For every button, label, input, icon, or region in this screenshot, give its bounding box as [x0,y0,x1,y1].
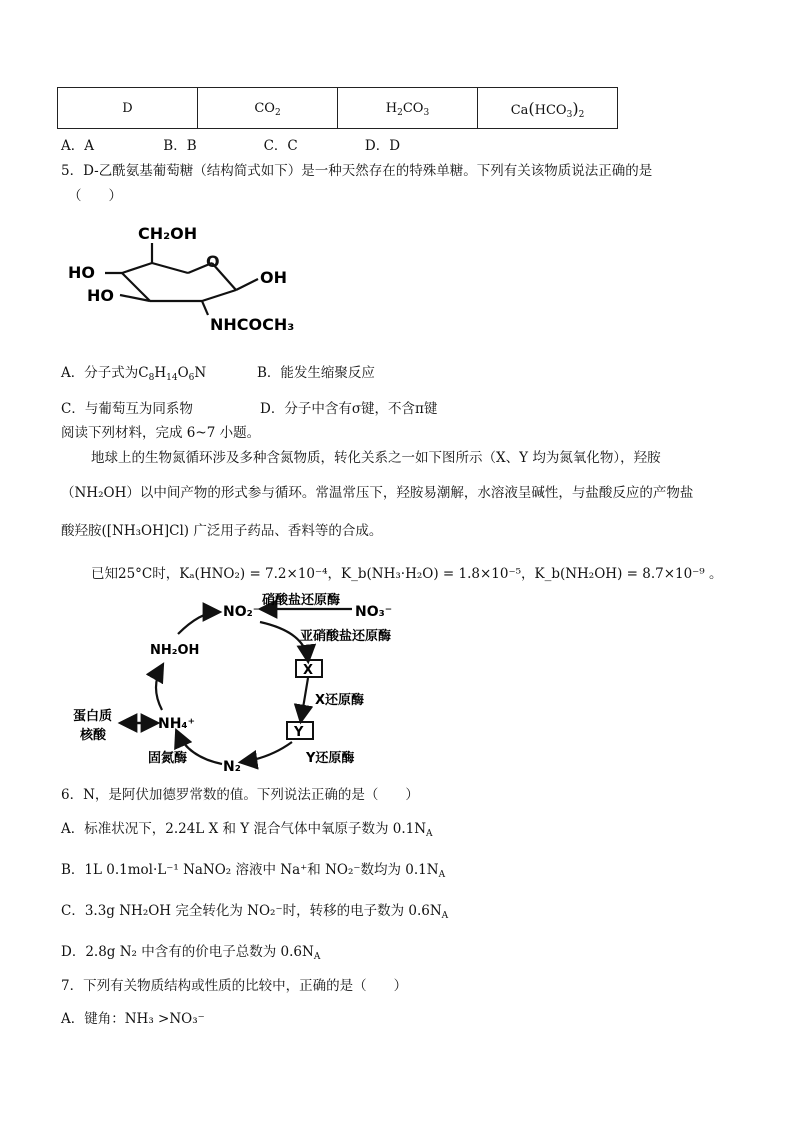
q6-option-c-text: C．3.3g NH₂OH 完全转化为 NO₂⁻时，转移的电子数为 0.6N [61,903,442,919]
q5-stem: 5．D-乙酰氨基葡萄糖（结构简式如下）是一种天然存在的特殊单糖。下列有关该物质说法正确的是 [61,163,653,179]
reading-para2: （NH₂OH）以中间产物的形式参与循环。常温常压下，羟胺易潮解，水溶液呈碱性，与盐酸反应的产物盐 [61,485,694,501]
q7-option-a: A．键角：NH₃ >NO₃⁻ [61,1011,205,1027]
q6-option-d: D．2.8g N₂ 中含有的价电子总数为 $0.6N_A$ [61,944,321,962]
q4-options [61,134,400,154]
cycle-label: NO₃⁻ [355,604,393,620]
q4-option: C．C [263,138,298,154]
cycle-label: NH₂OH [150,643,200,658]
q5-option-d: D．分子中含有σ键，不含π键 [260,401,438,417]
reading-intro: 阅读下列材料，完成 6~7 小题。 [61,425,261,441]
table-cell: $H_2CO_3$ [338,88,478,129]
q5-paren: （ ） [68,188,122,204]
structure-label: NHCOCH₃ [210,315,295,334]
cycle-label: Y [294,725,304,740]
cycle-label: X还原酶 [315,693,365,708]
cycle-label: 核酸 [80,728,107,743]
table-row [58,88,618,129]
cycle-label: 亚硝酸盐还原酶 [300,629,392,644]
ring-oxygen-label: O [206,252,220,271]
structure-label: HO [87,286,114,305]
q7-stem: 7．下列有关物质结构或性质的比较中，正确的是（ ） [61,978,408,994]
cycle-label: NO₂⁻ [223,604,261,620]
option-table [57,87,618,129]
q6-option-a: A．标准状况下，2.24L X 和 Y 混合气体中氧原子数为 $0.1N_A$ [61,821,433,839]
q5-option-c: C．与葡萄互为同系物 [61,401,193,417]
cycle-label: X [303,663,314,678]
molecule-structure [60,215,310,340]
q5-option-b: B．能发生缩聚反应 [257,365,375,381]
cycle-label: 蛋白质 [73,709,113,724]
structure-label: HO [68,263,95,282]
table-cell: D [58,88,198,129]
q6-option-b-text: B．1L 0.1mol·L⁻¹ NaNO₂ 溶液中 Na⁺和 NO₂⁻数均为 0.1N [61,862,439,878]
q4-option: A．A [61,138,94,154]
cycle-label: NH₄⁺ [158,716,195,732]
q6-option-a-text: A．标准状况下，2.24L X 和 Y 混合气体中氧原子数为 0.1N [61,821,427,837]
nitrogen-cycle-diagram [70,592,410,777]
table-cell: $CO_2$ [198,88,338,129]
cycle-label: Y还原酶 [306,751,355,766]
q5-option-a: A．分子式为$C_8H_{14}O_6N$ [61,365,207,383]
q6-option-c: C．3.3g NH₂OH 完全转化为 NO₂⁻时，转移的电子数为 $0.6N_A$ [61,903,449,921]
structure-label: CH₂OH [138,224,198,243]
q5-option-a-prefix: A．分子式为 [61,365,139,381]
q6-option-d-text: D．2.8g N₂ 中含有的价电子总数为 0.6N [61,944,314,960]
q4-option: D．D [364,138,401,154]
q6-option-b: B．1L 0.1mol·L⁻¹ NaNO₂ 溶液中 Na⁺和 NO₂⁻数均为 $0.1N_A$ [61,862,446,880]
structure-label: OH [260,268,287,287]
reading-known: 已知25°C时，Kₐ(HNO₂) = 7.2×10⁻⁴，K_b(NH₃·H₂O) = 1.8×10⁻⁵，K_b(NH₂OH) = 8.7×10⁻⁹ 。 [91,566,723,582]
cycle-label: N₂ [223,759,241,775]
cycle-label: 硝酸盐还原酶 [262,593,341,608]
q6-stem: 6．N，是阿伏加德罗常数的值。下列说法正确的是（ ） [61,787,419,803]
reading-para1: 地球上的生物氮循环涉及多种含氮物质，转化关系之一如下图所示（X、Y 均为氮氧化物），羟胺 [91,450,661,466]
q4-option: B．B [163,138,197,154]
table-cell: $Ca(HCO_3)_2$ [478,88,618,129]
cycle-label: 固氮酶 [148,751,188,766]
reading-para3: 酸羟胺([NH₃OH]Cl) 广泛用子药品、香料等的合成。 [61,523,383,539]
